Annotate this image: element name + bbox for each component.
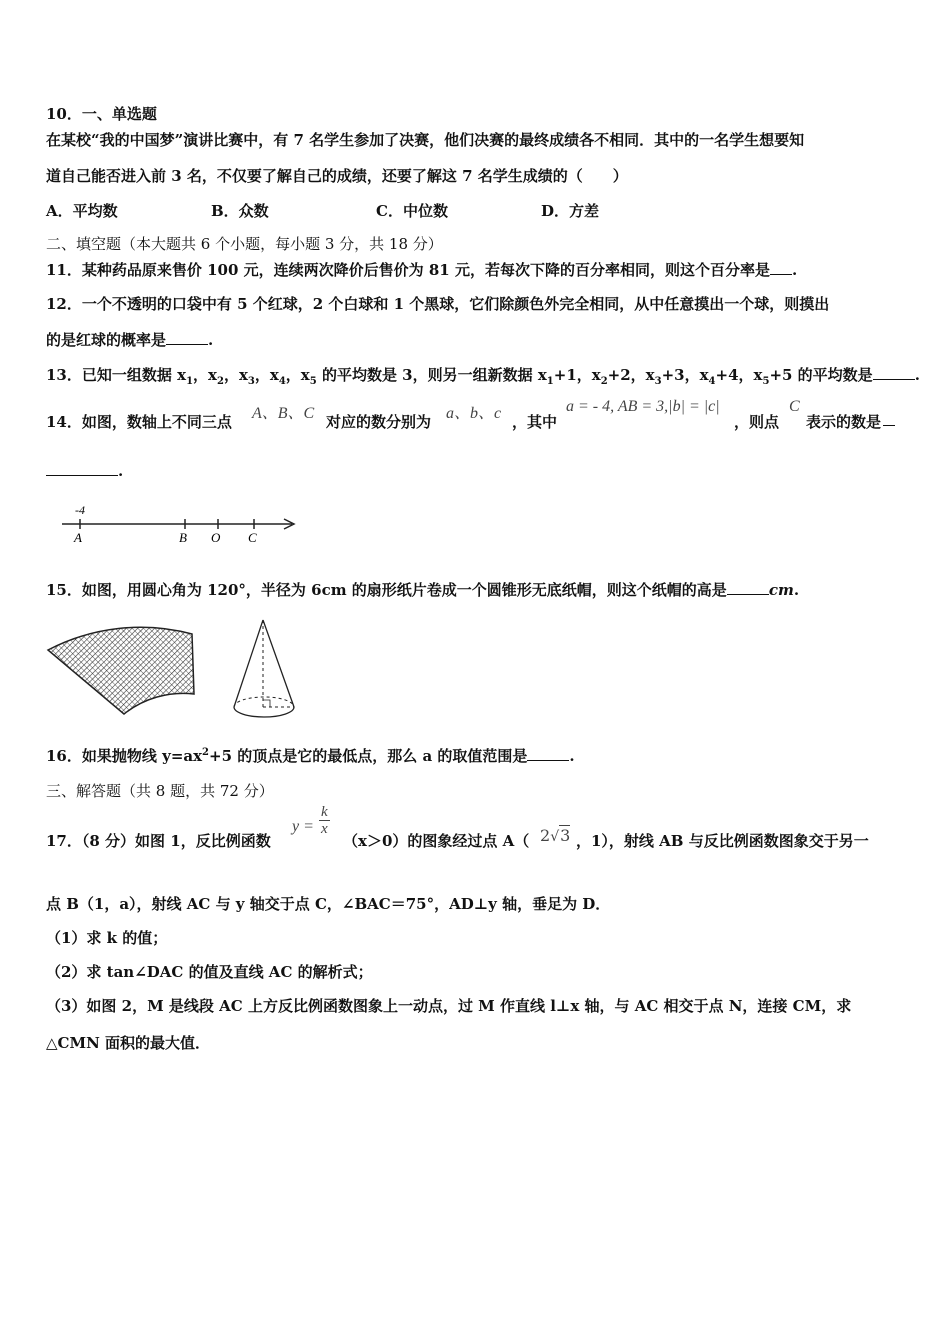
q10-option-c: C．中位数 xyxy=(376,202,448,220)
q17-fraction-den: x xyxy=(321,821,328,837)
q17-radical-icon: √ xyxy=(550,829,560,845)
number-line-figure xyxy=(58,500,303,548)
cone-figure xyxy=(226,614,302,724)
q15-text: 15．如图，用圆心角为 120°，半径为 6cm 的扇形纸片卷成一个圆锥形无底纸帽，则这个纸帽的高是 xyxy=(46,581,727,599)
q14-blank-b xyxy=(46,461,118,476)
q10-option-d: D．方差 xyxy=(541,202,600,220)
q14-part1: 14．如图，数轴上不同三点 xyxy=(46,413,232,431)
q13-suffix: 的平均数是 xyxy=(792,366,873,384)
q17-cond: （x＞0）的图象经过点 A（ xyxy=(343,832,530,850)
section3-heading: 三、解答题（共 8 题，共 72 分） xyxy=(46,782,274,800)
cone-left-edge xyxy=(234,620,263,707)
label-b: B xyxy=(179,530,187,545)
cone-right-angle xyxy=(263,700,270,707)
q14-part5: 表示的数是 xyxy=(806,413,882,431)
q10-header: 10．一、单选题 xyxy=(46,105,157,123)
q11-blank xyxy=(770,260,792,275)
q12-line1: 12．一个不透明的口袋中有 5 个红球，2 个白球和 1 个黑球，它们除颜色外完全相同，从中任意摸出一个球，则摸出 xyxy=(46,295,830,313)
section2-heading: 二、填空题（本大题共 6 个小题，每小题 3 分，共 18 分） xyxy=(46,235,443,253)
q12-line2-text: 的是红球的概率是 xyxy=(46,331,167,349)
q17-line2: 点 B（1，a），射线 AC 与 y 轴交于点 C，∠BAC＝75°，AD⊥y 轴，垂足为 D． xyxy=(46,895,611,913)
cone-base-front xyxy=(234,707,294,717)
cone-base-back xyxy=(234,697,294,707)
q10-stem-line1: 在某校“我的中国梦”演讲比赛中，有 7 名学生参加了决赛，他们决赛的最终成绩各不相同．其中的一名学生想要知 xyxy=(46,131,805,149)
q15-blank xyxy=(727,580,769,595)
q12-line2: 的是红球的概率是 . xyxy=(46,331,214,349)
tick-value-a: -4 xyxy=(75,503,85,517)
q11-text: 11．某种药品原来售价 100 元，连续两次降价后售价为 81 元，若每次下降的百分率相同，则这个百分率是 xyxy=(46,261,770,279)
sector-crosshatch xyxy=(48,627,194,714)
label-o: O xyxy=(211,530,221,545)
q14-condition: a = - 4, AB = 3,|b| = |c| xyxy=(566,398,720,415)
q16-prefix: 16．如果抛物线 y=ax xyxy=(46,747,203,765)
q17-y: y = xyxy=(292,818,314,835)
q17-sub2: （2）求 tan∠DAC 的值及直线 AC 的解析式； xyxy=(46,963,373,981)
q17-fraction-num: k xyxy=(321,804,328,820)
q16-suffix: +5 的顶点是它的最低点，那么 a 的取值范围是 xyxy=(209,747,528,765)
q11: 11．某种药品原来售价 100 元，连续两次降价后售价为 81 元，若每次下降的百分率相同，则这个百分率是 . xyxy=(46,261,798,279)
label-c: C xyxy=(248,530,257,545)
q14-part2: 对应的数分别为 xyxy=(326,413,432,431)
q15-unit: cm xyxy=(768,581,794,599)
q13-blank xyxy=(873,365,915,380)
q16: 16．如果抛物线 $y=ax^2+5$ 的顶点是它的最低点，那么 a 的取值范围是 . xyxy=(46,747,575,765)
q17-root xyxy=(540,826,570,845)
q17-root-coef: 2 xyxy=(540,826,551,845)
q10-stem-line2: 道自己能否进入前 3 名，不仅要了解自己的成绩，还要了解这 7 名学生成绩的（ ） xyxy=(46,167,628,185)
q13-prefix: 13．已知一组数据 xyxy=(46,366,178,384)
q17-fraction xyxy=(319,804,330,837)
q14-part4: ，则点 xyxy=(734,413,780,431)
cone-right-edge xyxy=(263,620,294,707)
q12-blank xyxy=(166,330,208,345)
q14-blank-a xyxy=(883,411,895,426)
q17-sub1: （1）求 k 的值； xyxy=(46,929,168,947)
q17-sub3: （3）如图 2，M 是线段 AC 上方反比例函数图象上一动点，过 M 作直线 l⊥x 轴，与 AC 相交于点 N，连接 CM，求 xyxy=(46,997,852,1015)
q16-sup: 2 xyxy=(202,747,210,758)
q10-option-a: A．平均数 xyxy=(46,202,118,220)
label-a: A xyxy=(74,530,82,545)
q14-vars: a、b、c xyxy=(446,405,502,422)
q10-option-b: B．众数 xyxy=(211,202,269,220)
q14-points: A、B、C xyxy=(252,405,315,422)
q17-sub4: △CMN 面积的最大值． xyxy=(46,1034,211,1052)
q14-line2: . xyxy=(46,461,123,480)
q14-part3: ，其中 xyxy=(512,413,558,431)
q15: 15．如图，用圆心角为 120°，半径为 6cm 的扇形纸片卷成一个圆锥形无底纸帽，则这个纸帽的高是 cm. xyxy=(46,581,800,599)
q17-prefix: 17．（8 分）如图 1，反比例函数 xyxy=(46,832,271,850)
q17-tail: ，1），射线 AB 与反比例函数图象交于另一 xyxy=(576,832,869,850)
q14-point-c: C xyxy=(789,398,800,415)
sector-figure xyxy=(44,614,204,724)
q16-blank xyxy=(527,746,569,761)
q13: 13．已知一组数据 $x_1$，$x_2$，$x_3$，$x_4$，$x_5$ 的平均数是 3，则另一组新数据 $x_1+1$，$x_2+2$，$x_3+3$，$x_4+4$，$x_5+5$ 的平均数是 . xyxy=(46,366,920,387)
q17-root-radicand: 3 xyxy=(560,826,571,845)
q13-mid: 的平均数是 3，则另一组新数据 xyxy=(316,366,538,384)
